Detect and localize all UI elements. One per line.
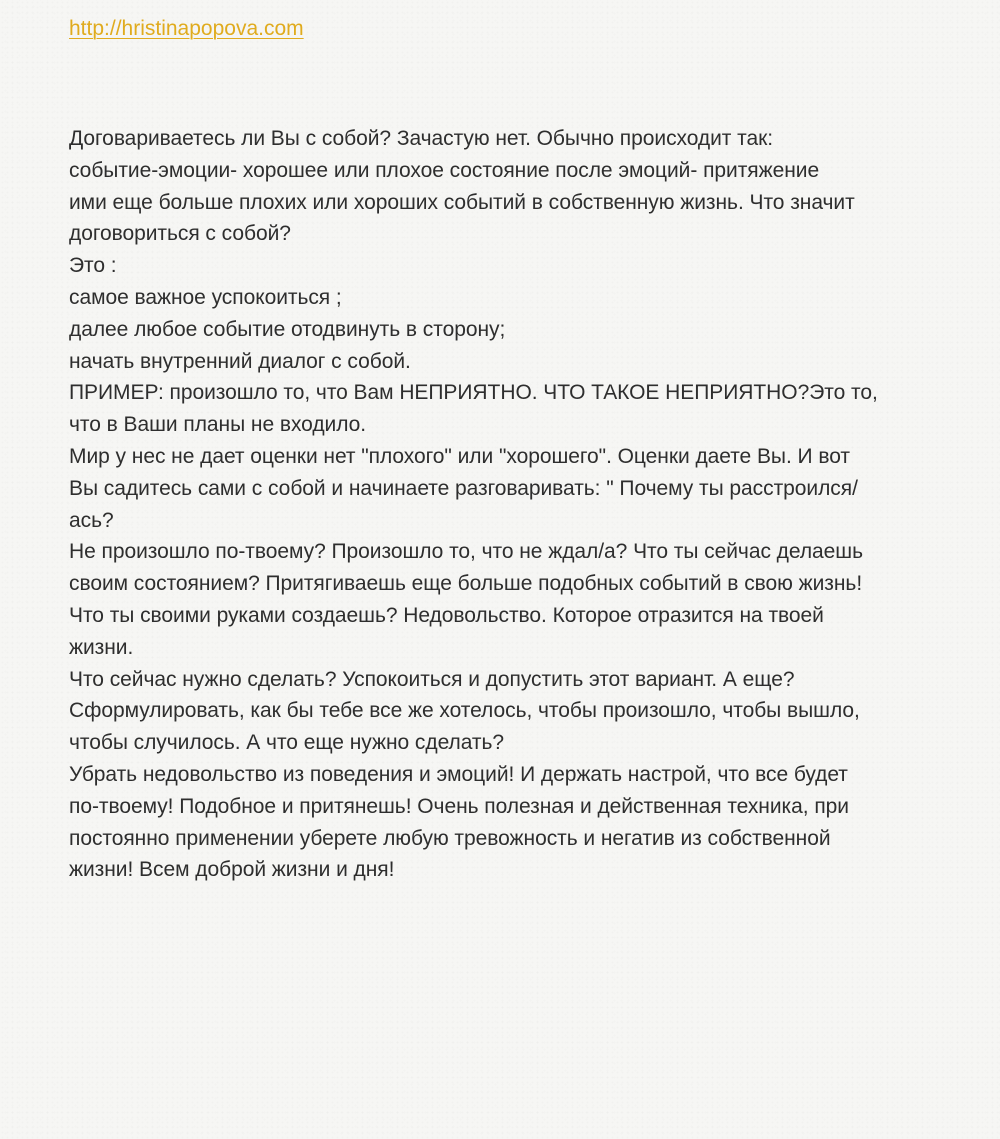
text-line: Договариваетесь ли Вы с собой? Зачастую нет. Обычно происходит так: [69,127,774,150]
text-line: Что сейчас нужно сделать? Успокоиться и допустить этот вариант. А еще? [69,667,795,691]
website-link[interactable]: http://hristinapopova.com [69,17,304,40]
text-line: ими еще больше плохих или хороших событий в собственную жизнь. Что значит [69,190,855,214]
text-line: далее любое событие отодвинуть в сторону; [69,317,506,341]
text-line: жизни! Всем доброй жизни и дня! [69,858,395,882]
text-line: Что ты своими руками создаешь? Недовольство. Которое отразится на твоей [69,603,824,627]
text-line: Это : [69,254,117,278]
text-line: Мир у нес не дает оценки нет "плохого" или "хорошего". Оценки даете Вы. И вот [69,444,850,468]
text-line: что в Ваши планы не входило. [69,413,367,437]
note-body [69,123,949,886]
text-line: самое важное успокоиться ; [69,285,342,309]
text-line: Сформулировать, как бы тебе все же хотелось, чтобы произошло, чтобы вышло, [69,699,860,723]
text-line: своим состоянием? Притягиваешь еще больше подобных событий в свою жизнь! [69,572,863,596]
text-line: Убрать недовольство из поведения и эмоций! И держать настрой, что все будет [69,762,848,786]
text-line: начать внутренний диалог с собой. [69,349,411,373]
text-line: договориться с собой? [69,222,291,246]
text-line: Вы садитесь сами с собой и начинаете разговаривать: " Почему ты расстроился/ [69,476,858,500]
text-line: ПРИМЕР: произошло то, что Вам НЕПРИЯТНО. ЧТО ТАКОЕ НЕПРИЯТНО?Это то, [69,381,878,405]
text-line: событие-эмоции- хорошее или плохое состояние после эмоций- притяжение [69,158,820,182]
text-line: по-твоему! Подобное и притянешь! Очень полезная и действенная техника, при [69,794,849,818]
text-line: чтобы случилось. А что еще нужно сделать? [69,731,504,755]
text-line: Не произошло по-твоему? Произошло то, что не ждал/а? Что ты сейчас делаешь [69,540,863,564]
note-content [69,14,949,886]
text-line: жизни. [69,635,134,659]
text-line: ась? [69,508,114,532]
text-line: постоянно применении уберете любую тревожность и негатив из собственной [69,826,831,850]
